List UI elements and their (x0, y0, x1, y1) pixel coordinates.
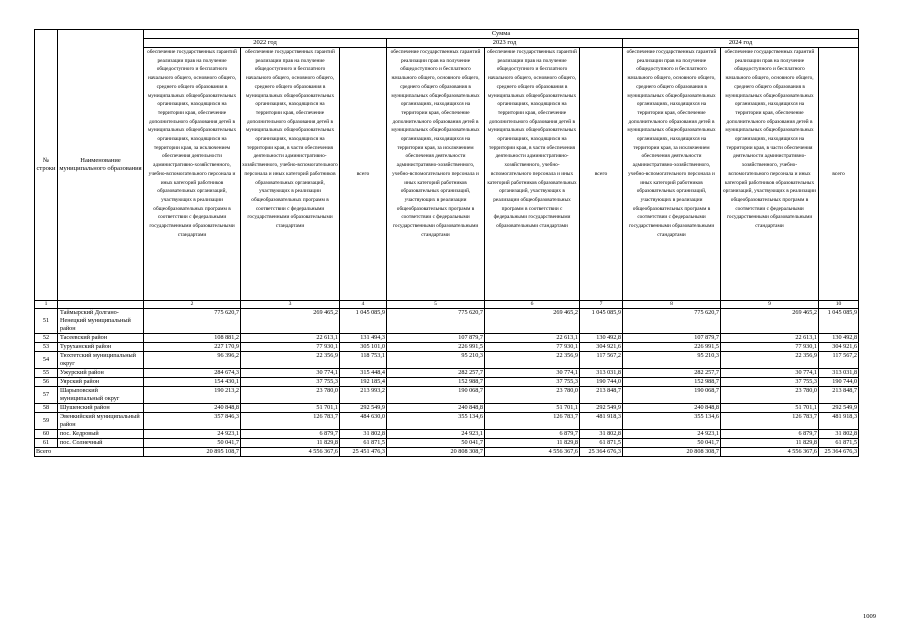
value-cell: 95 210,3 (623, 352, 721, 369)
desc-col-2022-b: обеспечение государственных гарантий реализации прав на получение общедоступного и бесплатного начального общего, основного общего, среднего общего образования в муниципальных общеобразовательных организациях, находящихся на территории края, обеспечение дополнительного образования детей в муниципальных общеобразовательных организациях, находящихся на территории края, в части обеспечения деятельности административно-хозяйственного, учебно-вспомогательного персонала и иных категорий работников образовательных организаций, участвующих в реализации общеобразовательных программ в соответствии с федеральными государственными образовательными стандартами (241, 48, 340, 301)
value-cell: 23 780,0 (241, 387, 340, 404)
value-cell: 192 185,4 (340, 378, 387, 387)
value-cell: 126 783,7 (241, 413, 340, 430)
value-cell: 355 134,6 (387, 413, 485, 430)
value-cell: 282 257,7 (387, 369, 485, 378)
value-cell: 305 101,0 (340, 343, 387, 352)
value-cell: 61 871,5 (580, 439, 623, 448)
value-cell: 240 848,8 (387, 404, 485, 413)
year-header-2023: 2023 год (387, 39, 623, 48)
value-cell: 11 829,8 (485, 439, 580, 448)
row-number-cell: 52 (35, 334, 58, 343)
value-cell: 31 802,8 (580, 430, 623, 439)
value-cell: 1 045 085,9 (580, 309, 623, 334)
row-number-header: № строки (35, 30, 58, 301)
value-cell: 37 755,3 (721, 378, 819, 387)
value-cell: 51 701,1 (241, 404, 340, 413)
value-cell: 190 744,0 (580, 378, 623, 387)
year-header-2024: 2024 год (623, 39, 859, 48)
value-cell: 23 780,0 (485, 387, 580, 404)
col-number: 7 (580, 301, 623, 309)
municipality-name-cell: Туруханский район (58, 343, 144, 352)
value-cell: 240 848,8 (144, 404, 241, 413)
value-cell: 37 755,3 (485, 378, 580, 387)
total-value-cell: 20 808 308,7 (623, 448, 721, 457)
value-cell: 51 701,1 (721, 404, 819, 413)
value-cell: 213 848,7 (580, 387, 623, 404)
value-cell: 30 774,1 (721, 369, 819, 378)
col-number: 9 (721, 301, 819, 309)
column-number-row (35, 301, 859, 309)
total-col-2024: всего (819, 48, 859, 301)
value-cell: 269 465,2 (485, 309, 580, 334)
total-value-cell: 4 556 367,6 (241, 448, 340, 457)
col-number: 4 (340, 301, 387, 309)
municipality-header: Наименование муниципального образования (58, 30, 144, 301)
table-row (35, 309, 859, 334)
total-label: Всего (35, 448, 144, 457)
municipality-name-cell: пос. Кедровый (58, 430, 144, 439)
value-cell: 31 802,8 (340, 430, 387, 439)
total-value-cell: 20 895 108,7 (144, 448, 241, 457)
value-cell: 30 774,1 (485, 369, 580, 378)
value-cell: 24 923,1 (387, 430, 485, 439)
total-value-cell: 25 451 476,3 (340, 448, 387, 457)
municipality-name-cell: Уярский район (58, 378, 144, 387)
value-cell: 284 674,3 (144, 369, 241, 378)
value-cell: 152 988,7 (623, 378, 721, 387)
desc-col-2023-a: обеспечение государственных гарантий реализации прав на получение общедоступного и бесплатного начального общего, основного общего, среднего общего образования в муниципальных общеобразовательных организациях, находящихся на территории края, обеспечение дополнительного образования детей в муниципальных общеобразовательных организациях, находящихся на территории края, за исключением обеспечения деятельности административно-хозяйственного, учебно-вспомогательного персонала и иных категорий работников образовательных организаций, участвующих в реализации общеобразовательных программ в соответствии с федеральными государственными образовательными стандартами (387, 48, 485, 301)
municipality-name-cell: Эвенкийский муниципальный район (58, 413, 144, 430)
row-number-cell: 53 (35, 343, 58, 352)
value-cell: 775 620,7 (623, 309, 721, 334)
value-cell: 24 923,1 (623, 430, 721, 439)
row-number-cell: 61 (35, 439, 58, 448)
value-cell: 213 993,2 (340, 387, 387, 404)
total-value-cell: 25 364 676,3 (580, 448, 623, 457)
total-value-cell: 25 364 676,3 (819, 448, 859, 457)
col-number (58, 301, 144, 309)
value-cell: 6 879,7 (241, 430, 340, 439)
value-cell: 11 829,8 (241, 439, 340, 448)
municipality-name-cell: Шушенский район (58, 404, 144, 413)
value-cell: 31 802,8 (819, 430, 859, 439)
value-cell: 357 846,3 (144, 413, 241, 430)
value-cell: 50 041,7 (623, 439, 721, 448)
value-cell: 77 930,1 (485, 343, 580, 352)
value-cell: 304 921,6 (580, 343, 623, 352)
desc-col-2024-a: обеспечение государственных гарантий реализации прав на получение общедоступного и бесплатного начального общего, основного общего, среднего общего образования в муниципальных общеобразовательных организациях, находящихся на территории края, обеспечение дополнительного образования детей в муниципальных общеобразовательных организациях, находящихся на территории края, за исключением обеспечения деятельности административно-хозяйственного, учебно-вспомогательного персонала и иных категорий работников образовательных организаций, участвующих в реализации общеобразовательных программ в соответствии с федеральными государственными образовательными стандартами (623, 48, 721, 301)
value-cell: 22 356,9 (485, 352, 580, 369)
value-cell: 130 492,8 (819, 334, 859, 343)
table-row (35, 378, 859, 387)
municipality-name-cell: Таймырский Долгано-Ненецкий муниципальный район (58, 309, 144, 334)
value-cell: 24 923,1 (144, 430, 241, 439)
value-cell: 313 031,8 (819, 369, 859, 378)
value-cell: 22 613,1 (721, 334, 819, 343)
value-cell: 227 170,9 (144, 343, 241, 352)
value-cell: 77 930,1 (241, 343, 340, 352)
value-cell: 37 755,3 (241, 378, 340, 387)
municipality-name-cell: Ужурский район (58, 369, 144, 378)
sum-header: Сумма (144, 30, 859, 39)
total-value-cell: 4 556 367,6 (485, 448, 580, 457)
table-row (35, 404, 859, 413)
col-number: 5 (387, 301, 485, 309)
value-cell: 117 567,2 (580, 352, 623, 369)
allocation-table (34, 29, 859, 457)
row-number-cell: 57 (35, 387, 58, 404)
value-cell: 190 213,2 (144, 387, 241, 404)
total-col-2023: всего (580, 48, 623, 301)
value-cell: 313 031,8 (580, 369, 623, 378)
row-number-cell: 59 (35, 413, 58, 430)
table-row (35, 413, 859, 430)
row-number-cell: 56 (35, 378, 58, 387)
value-cell: 23 780,0 (721, 387, 819, 404)
value-cell: 51 701,1 (485, 404, 580, 413)
municipality-name-cell: Шарыповский муниципальный округ (58, 387, 144, 404)
value-cell: 131 494,3 (340, 334, 387, 343)
value-cell: 22 613,1 (485, 334, 580, 343)
value-cell: 11 829,8 (721, 439, 819, 448)
table-row (35, 334, 859, 343)
value-cell: 154 430,1 (144, 378, 241, 387)
row-number-cell: 51 (35, 309, 58, 334)
col-number: 10 (819, 301, 859, 309)
total-row (35, 448, 859, 457)
col-number: 3 (241, 301, 340, 309)
value-cell: 50 041,7 (387, 439, 485, 448)
value-cell: 118 753,1 (340, 352, 387, 369)
desc-col-2022-a: обеспечение государственных гарантий реализации прав на получение общедоступного и бесплатного начального общего, основного общего, среднего общего образования в муниципальных общеобразовательных организациях, находящихся на территории края, обеспечение дополнительного образования детей в муниципальных общеобразовательных организациях, находящихся на территории края, за исключением обеспечения деятельности административно-хозяйственного, учебно-вспомогательного персонала и иных категорий работников образовательных организаций, участвующих в реализации общеобразовательных программ в соответствии с федеральными государственными образовательными стандартами (144, 48, 241, 301)
value-cell: 213 848,7 (819, 387, 859, 404)
value-cell: 292 549,9 (340, 404, 387, 413)
value-cell: 190 068,7 (387, 387, 485, 404)
value-cell: 226 991,5 (623, 343, 721, 352)
value-cell: 315 448,4 (340, 369, 387, 378)
value-cell: 240 848,8 (623, 404, 721, 413)
col-number: 6 (485, 301, 580, 309)
row-number-cell: 54 (35, 352, 58, 369)
desc-col-2023-b: обеспечение государственных гарантий реализации прав на получение общедоступного и бесплатного начального общего, основного общего, среднего общего образования в муниципальных общеобразовательных организациях, находящихся на территории края, обеспечение дополнительного образования детей в муниципальных общеобразовательных организациях, находящихся на территории края, в части обеспечения деятельности административно-хозяйственного, учебно-вспомогательного персонала и иных категорий работников образовательных организаций, участвующих в реализации общеобразовательных программ в соответствии с федеральными государственными образовательными стандартами (485, 48, 580, 301)
value-cell: 61 871,5 (340, 439, 387, 448)
row-number-cell: 60 (35, 430, 58, 439)
value-cell: 50 041,7 (144, 439, 241, 448)
value-cell: 775 620,7 (144, 309, 241, 334)
value-cell: 269 465,2 (721, 309, 819, 334)
municipality-name-cell: Тасеевский район (58, 334, 144, 343)
value-cell: 292 549,9 (580, 404, 623, 413)
value-cell: 481 918,3 (580, 413, 623, 430)
col-number: 8 (623, 301, 721, 309)
value-cell: 30 774,1 (241, 369, 340, 378)
value-cell: 117 567,2 (819, 352, 859, 369)
page-number: 1009 (863, 613, 876, 620)
value-cell: 190 068,7 (623, 387, 721, 404)
value-cell: 1 045 085,9 (340, 309, 387, 334)
value-cell: 226 991,5 (387, 343, 485, 352)
value-cell: 130 492,8 (580, 334, 623, 343)
value-cell: 355 134,6 (623, 413, 721, 430)
value-cell: 269 465,2 (241, 309, 340, 334)
table-row (35, 343, 859, 352)
value-cell: 304 921,6 (819, 343, 859, 352)
value-cell: 126 783,7 (485, 413, 580, 430)
value-cell: 108 881,2 (144, 334, 241, 343)
value-cell: 22 356,9 (241, 352, 340, 369)
value-cell: 6 879,7 (485, 430, 580, 439)
value-cell: 96 396,2 (144, 352, 241, 369)
value-cell: 6 879,7 (721, 430, 819, 439)
value-cell: 126 783,7 (721, 413, 819, 430)
value-cell: 95 210,3 (387, 352, 485, 369)
table-row (35, 430, 859, 439)
desc-col-2024-b: обеспечение государственных гарантий реализации прав на получение общедоступного и бесплатного начального общего, основного общего, среднего общего образования в муниципальных общеобразовательных организациях, находящихся на территории края, обеспечение дополнительного образования детей в муниципальных общеобразовательных организациях, находящихся на территории края, в части обеспечения деятельности административно-хозяйственного, учебно-вспомогательного персонала и иных категорий работников образовательных организаций, участвующих в реализации общеобразовательных программ в соответствии с федеральными государственными образовательными стандартами (721, 48, 819, 301)
value-cell: 481 918,3 (819, 413, 859, 430)
value-cell: 484 630,0 (340, 413, 387, 430)
year-header-2022: 2022 год (144, 39, 387, 48)
value-cell: 22 613,1 (241, 334, 340, 343)
row-number-cell: 58 (35, 404, 58, 413)
table-row (35, 439, 859, 448)
value-cell: 107 879,7 (387, 334, 485, 343)
municipality-name-cell: Тюхтетский муниципальный округ (58, 352, 144, 369)
value-cell: 152 988,7 (387, 378, 485, 387)
value-cell: 22 356,9 (721, 352, 819, 369)
total-value-cell: 4 556 367,6 (721, 448, 819, 457)
table-row (35, 387, 859, 404)
value-cell: 775 620,7 (387, 309, 485, 334)
table-row (35, 352, 859, 369)
value-cell: 292 549,9 (819, 404, 859, 413)
value-cell: 107 879,7 (623, 334, 721, 343)
value-cell: 61 871,5 (819, 439, 859, 448)
total-col-2022: всего (340, 48, 387, 301)
col-number: 2 (144, 301, 241, 309)
col-number: 1 (35, 301, 58, 309)
municipality-name-cell: пос. Солнечный (58, 439, 144, 448)
value-cell: 282 257,7 (623, 369, 721, 378)
total-value-cell: 20 808 308,7 (387, 448, 485, 457)
value-cell: 1 045 085,9 (819, 309, 859, 334)
value-cell: 190 744,0 (819, 378, 859, 387)
row-number-cell: 55 (35, 369, 58, 378)
value-cell: 77 930,1 (721, 343, 819, 352)
table-row (35, 369, 859, 378)
